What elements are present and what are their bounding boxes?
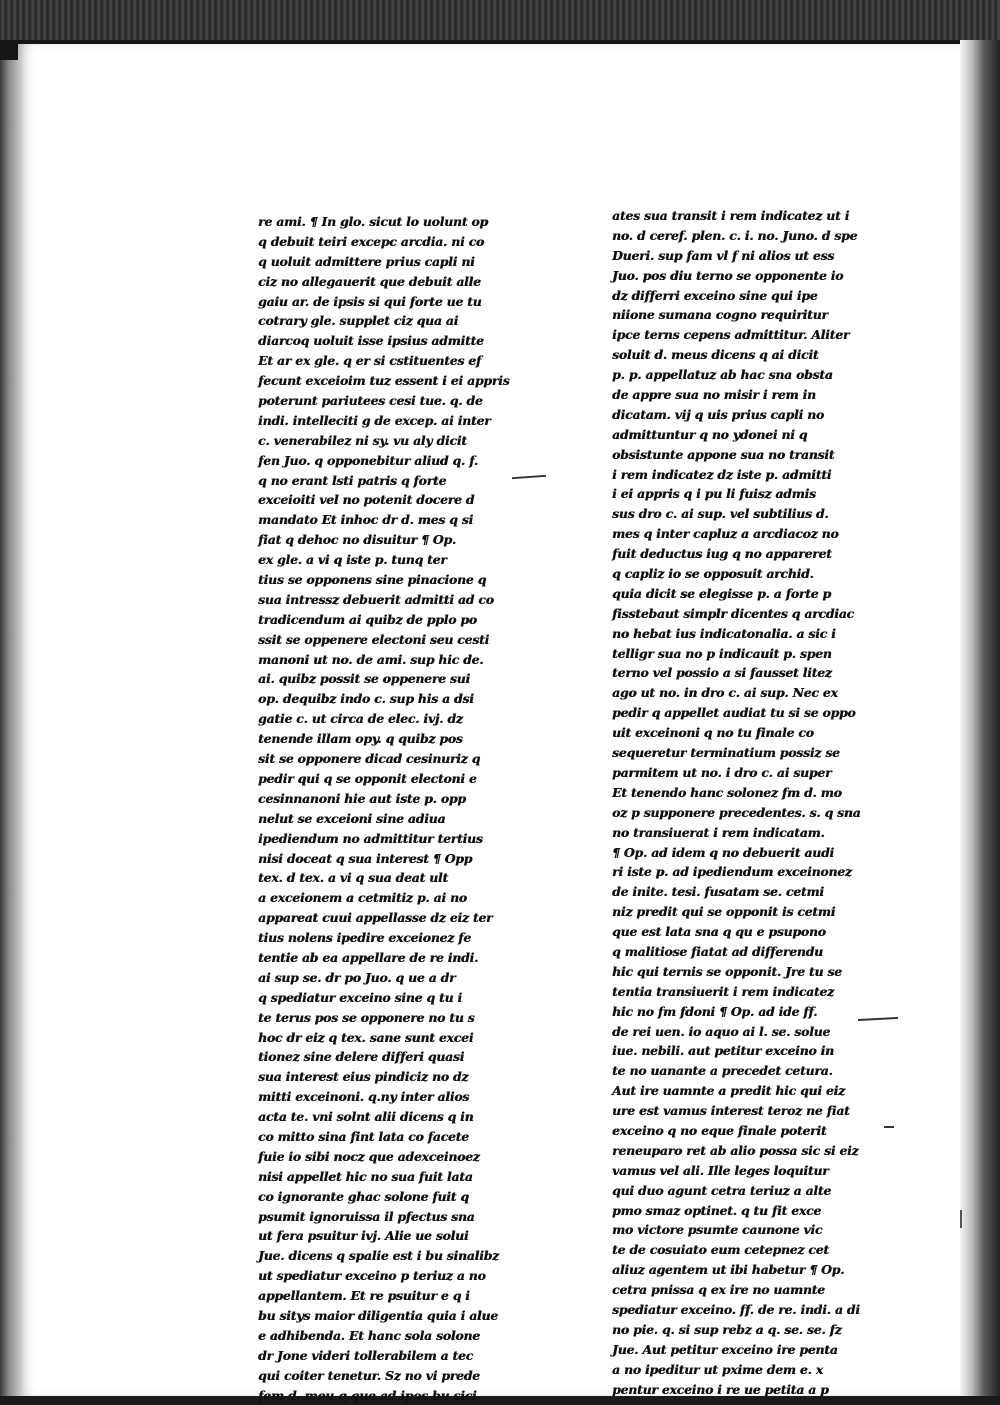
manuscript-line: sequeretur terminatium possiz se — [612, 745, 840, 761]
manuscript-line: qui coiter tenetur. Sz no vi prede — [258, 1367, 480, 1383]
manuscript-line: psumit ignoruissa il pfectus sna — [258, 1208, 475, 1224]
manuscript-line: iue. nebili. aut petitur exceino in — [612, 1043, 834, 1059]
manuscript-line: dr Jone videri tollerabilem a tec — [258, 1347, 473, 1363]
manuscript-line: aliuz agentem ut ibi habetur ¶ Op. — [612, 1262, 845, 1278]
manuscript-line: tenende illam opy. q quibz pos — [258, 731, 463, 747]
right-page-edge — [960, 40, 1000, 1396]
left-page-fore-edge — [0, 60, 22, 1396]
manuscript-line: tentia transiuerit i rem indicatez — [612, 983, 834, 999]
manuscript-line: fen Juo. q opponebitur aliud q. f. — [258, 452, 478, 468]
manuscript-line: te no uanante a precedet cetura. — [612, 1063, 833, 1079]
manuscript-line: mo victore psumte caunone vic — [612, 1222, 823, 1238]
manuscript-line: no transiuerat i rem indicatam. — [612, 824, 825, 840]
manuscript-line: dz differri exceino sine qui ipe — [612, 287, 818, 303]
manuscript-line: co mitto sina fint lata co facete — [258, 1128, 469, 1144]
manuscript-line: ai. quibz possit se oppenere sui — [258, 671, 470, 687]
manuscript-line: p. p. appellatuz ab hac sna obsta — [612, 367, 833, 383]
manuscript-line: hic qui ternis se opponit. Jre tu se — [612, 963, 842, 979]
manuscript-line: tius se opponens sine pinacione q — [258, 572, 487, 588]
manuscript-line: Dueri. sup fam vl f ni alios ut ess — [612, 247, 835, 263]
manuscript-line: ciz no allegauerit que debuit alle — [258, 273, 481, 289]
manuscript-line: ut spediatur exceino p teriuz a no — [258, 1268, 486, 1284]
manuscript-line: co ignorante ghac solone fuit q — [258, 1188, 469, 1204]
manuscript-line: de rei uen. io aquo ai l. se. solue — [612, 1023, 831, 1039]
manuscript-line: gaiu ar. de ipsis si qui forte ue tu — [258, 293, 482, 309]
manuscript-line: tius nolens ipedire exceionez fe — [258, 930, 471, 946]
manuscript-line: de inite. tesi. fusatam se. cetmi — [612, 884, 824, 900]
manuscript-line: pmo smaz optinet. q tu fit exce — [612, 1202, 822, 1218]
manuscript-line: cesinnanoni hie aut iste p. opp — [258, 790, 466, 806]
manuscript-line: quia dicit se elegisse p. a forte p — [612, 585, 831, 601]
manuscript-line: hoc dr eiz q tex. sane sunt excei — [258, 1029, 474, 1045]
manuscript-line: Aut ire uamnte a predit hic qui eiz — [612, 1083, 845, 1099]
manuscript-line: acta te. vni solnt alii dicens q in — [258, 1109, 474, 1125]
manuscript-line: hic no fm fdoni ¶ Op. ad ide ff. — [612, 1003, 818, 1019]
manuscript-line: mes q inter capluz a arcdiacoz no — [612, 526, 839, 542]
manuscript-line: poterunt pariutees cesi tue. q. de — [258, 393, 483, 409]
manuscript-line: no. d ceref. plen. c. i. no. Juno. d spe — [612, 227, 858, 243]
manuscript-line: te de cosuiato eum cetepnez cet — [612, 1242, 829, 1258]
manuscript-line: appellantem. Et re psuitur e q i — [258, 1288, 470, 1304]
manuscript-line: no pie. q. si sup rebz a q. se. se. fz — [612, 1321, 842, 1337]
manuscript-line: pentur exceino i re ue petita a p — [612, 1381, 829, 1397]
manuscript-line: a exceionem a cetmitiz p. ai no — [258, 890, 467, 906]
manuscript-line: re ami. ¶ In glo. sicut lo uolunt op — [258, 214, 488, 229]
manuscript-line: q capliz io se opposuit archid. — [612, 566, 814, 582]
manuscript-line: tentie ab ea appellare de re indi. — [258, 949, 479, 965]
manuscript-line: e adhibenda. Et hanc sola solone — [258, 1327, 480, 1343]
manuscript-line: niione sumana cogno requiritur — [612, 307, 828, 323]
manuscript-line: tradicendum ai quibz de pplo po — [258, 611, 477, 627]
manuscript-line: i rem indicatez dz iste p. admitti — [612, 466, 832, 482]
manuscript-line: fem d. meu q que ad ipos bu sici — [258, 1387, 477, 1403]
manuscript-line: c. venerabilez ni sy. vu aly dicit — [258, 432, 467, 448]
manuscript-line: fecunt exceioim tuz essent i ei appris — [258, 373, 510, 389]
manuscript-line: spediatur exceino. ff. de re. indi. a di — [612, 1301, 860, 1317]
manuscript-line: que est lata sna q qu e psupono — [612, 924, 826, 940]
manuscript-line: bu sitys maior diligentia quia i alue — [258, 1307, 498, 1323]
manuscript-line: uit exceinoni q no tu finale co — [612, 725, 814, 741]
manuscript-line: indi. intelleciti g de excep. ai inter — [258, 412, 491, 428]
manuscript-line: niz predit qui se opponit is cetmi — [612, 904, 836, 920]
manuscript-line: ai sup se. dr po Juo. q ue a dr — [258, 969, 456, 985]
manuscript-line: cotrary gle. supplet ciz qua ai — [258, 313, 459, 329]
manuscript-line: q uoluit admittere prius capli ni — [258, 253, 475, 269]
manuscript-line: ut fera psuitur ivj. Alie ue solui — [258, 1228, 469, 1244]
manuscript-line: nelut se exceioni sine adiua — [258, 810, 446, 826]
manuscript-line: a no ipeditur ut pxime dem e. x — [612, 1361, 823, 1377]
manuscript-line: i ei appris q i pu li fuisz admis — [612, 486, 816, 502]
manuscript-line: fuie io sibi nocz que adexceinoez — [258, 1148, 480, 1164]
manuscript-line: mitti exceinoni. q.ny inter alios — [258, 1089, 470, 1105]
binding-top-strip — [0, 0, 1000, 40]
manuscript-line: parmitem ut no. i dro c. ai super — [612, 764, 832, 780]
manuscript-line: exceino q no eque finale poterit — [612, 1122, 827, 1138]
manuscript-line: ¶ Op. ad idem q no debuerit audi — [612, 844, 834, 860]
manuscript-line: nisi doceat q sua interest ¶ Opp — [258, 850, 473, 866]
manuscript-line: Et tenendo hanc solonez fm d. mo — [612, 784, 842, 800]
manuscript-line: sit se opponere dicad cesinuriz q — [258, 751, 481, 767]
manuscript-line: appareat cuui appellasse dz eiz ter — [258, 910, 493, 926]
manuscript-line: vamus vel ali. Ille leges loquitur — [612, 1162, 829, 1178]
manuscript-line: sus dro c. ai sup. vel subtilius d. — [612, 506, 829, 522]
manuscript-line: ure est vamus interest teroz ne fiat — [612, 1103, 850, 1119]
manuscript-line: diarcoq uoluit isse ipsius admitte — [258, 333, 484, 349]
manuscript-line: ipediendum no admittitur tertius — [258, 830, 483, 846]
manuscript-line: Jue. dicens q spalie est i bu sinalibz — [258, 1248, 499, 1264]
right-text-column — [612, 206, 874, 1397]
manuscript-line: sua intressz debuerit admitti ad co — [258, 591, 494, 607]
manuscript-line: admittuntur q no ydonei ni q — [612, 426, 808, 442]
manuscript-line: Et ar ex gle. q er si cstituentes ef — [258, 353, 482, 369]
manuscript-line: pedir qui q se opponit electoni e — [258, 770, 477, 786]
manuscript-line: qui duo agunt cetra teriuz a alte — [612, 1182, 831, 1198]
manuscript-line: ri iste p. ad ipediendum exceinonez — [612, 864, 852, 880]
manuscript-line: te terus pos se opponere no tu s — [258, 1009, 475, 1025]
manuscript-line: oz p supponere precedentes. s. q sna — [612, 804, 861, 820]
manuscript-line: tionez sine delere differi quasi — [258, 1049, 465, 1065]
manuscript-line: cetra pnissa q ex ire no uamnte — [612, 1282, 825, 1298]
manuscript-line: obsistunte appone sua no transit — [612, 446, 835, 462]
manuscript-line: exceioiti vel no potenit docere d — [258, 492, 475, 508]
manuscript-line: ates sua transit i rem indicatez ut i — [612, 208, 850, 223]
manuscript-line: telligr sua no p indicauit p. spen — [612, 645, 832, 661]
manuscript-line: tex. d tex. a vi q sua deat ult — [258, 870, 448, 886]
manuscript-line: fuit deductus iug q no appareret — [612, 546, 832, 562]
manuscript-line: q debuit teiri excepc arcdia. ni co — [258, 233, 484, 249]
manuscript-line: ago ut no. in dro c. ai sup. Nec ex — [612, 685, 838, 701]
manuscript-line: sua interest eius pindiciz no dz — [258, 1069, 469, 1085]
manuscript-line: terno vel possio a si fausset litez — [612, 665, 832, 681]
manuscript-line: no hebat ius indicatonalia. a sic i — [612, 625, 836, 641]
margin-stroke — [960, 1210, 962, 1228]
manuscript-line: q spediatur exceino sine q tu i — [258, 989, 462, 1005]
manuscript-line: gatie c. ut circa de elec. ivj. dz — [258, 711, 463, 727]
manuscript-line: soluit d. meus dicens q ai dicit — [612, 347, 819, 363]
manuscript-line: manoni ut no. de ami. sup hic de. — [258, 651, 484, 667]
manuscript-line: reneuparo ret ab alio possa sic si eiz — [612, 1142, 859, 1158]
margin-stroke — [884, 1126, 894, 1128]
manuscript-line: pedir q appellet audiat tu si se oppo — [612, 705, 856, 721]
manuscript-line: ipce terns cepens admittitur. Aliter — [612, 327, 850, 343]
manuscript-line: nisi appellet hic no sua fuit lata — [258, 1168, 473, 1184]
manuscript-line: ssit se oppenere electoni seu cesti — [258, 631, 490, 647]
manuscript-line: Jue. Aut petitur exceino ire penta — [612, 1341, 838, 1357]
manuscript-line: Juo. pos diu terno se opponente io — [612, 267, 844, 283]
manuscript-line: ex gle. a vi q iste p. tunq ter — [258, 552, 447, 568]
manuscript-line: dicatam. vij q uis prius capli no — [612, 406, 824, 422]
manuscript-line: fiat q dehoc no disuitur ¶ Op. — [258, 532, 456, 548]
manuscript-line: mandato Et inhoc dr d. mes q si — [258, 512, 474, 528]
manuscript-line: fisstebaut simplr dicentes q arcdiac — [612, 605, 854, 621]
manuscript-line: de appre sua no misir i rem in — [612, 387, 816, 403]
manuscript-line: op. dequibz indo c. sup his a dsi — [258, 691, 474, 707]
manuscript-line: q malitiose fiatat ad differendu — [612, 943, 823, 959]
left-text-column — [258, 212, 528, 1403]
manuscript-line: q no erant lsti patris q forte — [258, 472, 447, 488]
